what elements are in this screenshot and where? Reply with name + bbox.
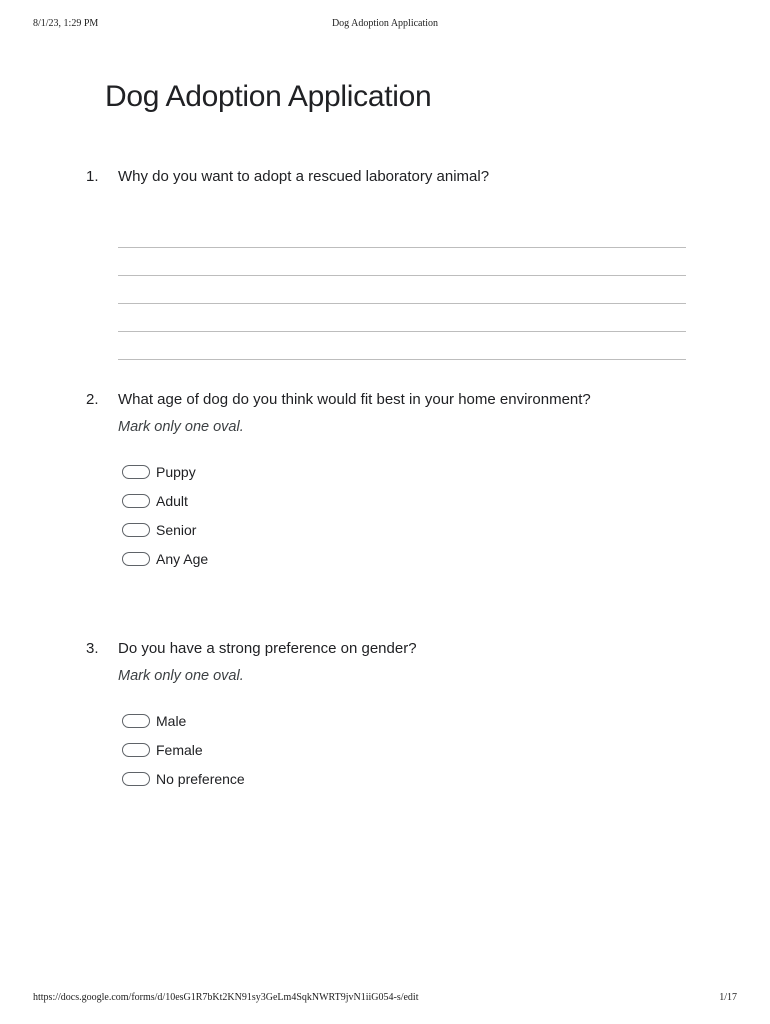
option-female[interactable] (122, 735, 245, 764)
print-doc-title: Dog Adoption Application (331, 18, 439, 29)
option-label: Any Age (156, 550, 209, 567)
answer-line[interactable] (118, 220, 686, 248)
question-text: What age of dog do you think would fit best in your home environment? (118, 391, 591, 408)
answer-line[interactable] (118, 332, 686, 360)
options-list (122, 706, 245, 793)
print-url: https://docs.google.com/forms/d/10esG1R7bKt2KN91sy3GeLm4SqkNWRT9jvN1iiG054-s/edit (33, 992, 419, 1003)
option-label: Adult (156, 492, 188, 509)
question-number: 2. (86, 391, 99, 408)
answer-line[interactable] (118, 304, 686, 332)
options-list (122, 457, 208, 573)
form-title: Dog Adoption Application (105, 80, 432, 113)
radio-oval[interactable] (122, 772, 150, 786)
radio-oval[interactable] (122, 494, 150, 508)
option-puppy[interactable] (122, 457, 208, 486)
print-footer (33, 992, 737, 1006)
option-label: Male (156, 712, 187, 729)
option-male[interactable] (122, 706, 245, 735)
print-date: 8/1/23, 1:29 PM (33, 18, 99, 29)
radio-oval[interactable] (122, 743, 150, 757)
option-label: Female (156, 741, 203, 758)
question-1 (86, 168, 696, 188)
question-text: Why do you want to adopt a rescued laboratory animal? (118, 168, 490, 185)
option-adult[interactable] (122, 486, 208, 515)
answer-area[interactable] (118, 220, 686, 360)
question-text: Do you have a strong preference on gender? (118, 640, 417, 657)
question-3 (86, 640, 696, 787)
question-2 (86, 391, 696, 567)
option-senior[interactable] (122, 515, 208, 544)
option-label: Senior (156, 521, 197, 538)
question-hint: Mark only one oval. (118, 668, 244, 684)
question-number: 3. (86, 640, 99, 657)
print-header (33, 18, 737, 32)
option-any-age[interactable] (122, 544, 208, 573)
answer-line[interactable] (118, 248, 686, 276)
page-number: 1/17 (719, 992, 737, 1003)
radio-oval[interactable] (122, 714, 150, 728)
question-hint: Mark only one oval. (118, 419, 244, 435)
option-label: No preference (156, 770, 245, 787)
radio-oval[interactable] (122, 465, 150, 479)
radio-oval[interactable] (122, 552, 150, 566)
option-no-preference[interactable] (122, 764, 245, 793)
radio-oval[interactable] (122, 523, 150, 537)
question-number: 1. (86, 168, 99, 185)
option-label: Puppy (156, 463, 196, 480)
answer-line[interactable] (118, 276, 686, 304)
